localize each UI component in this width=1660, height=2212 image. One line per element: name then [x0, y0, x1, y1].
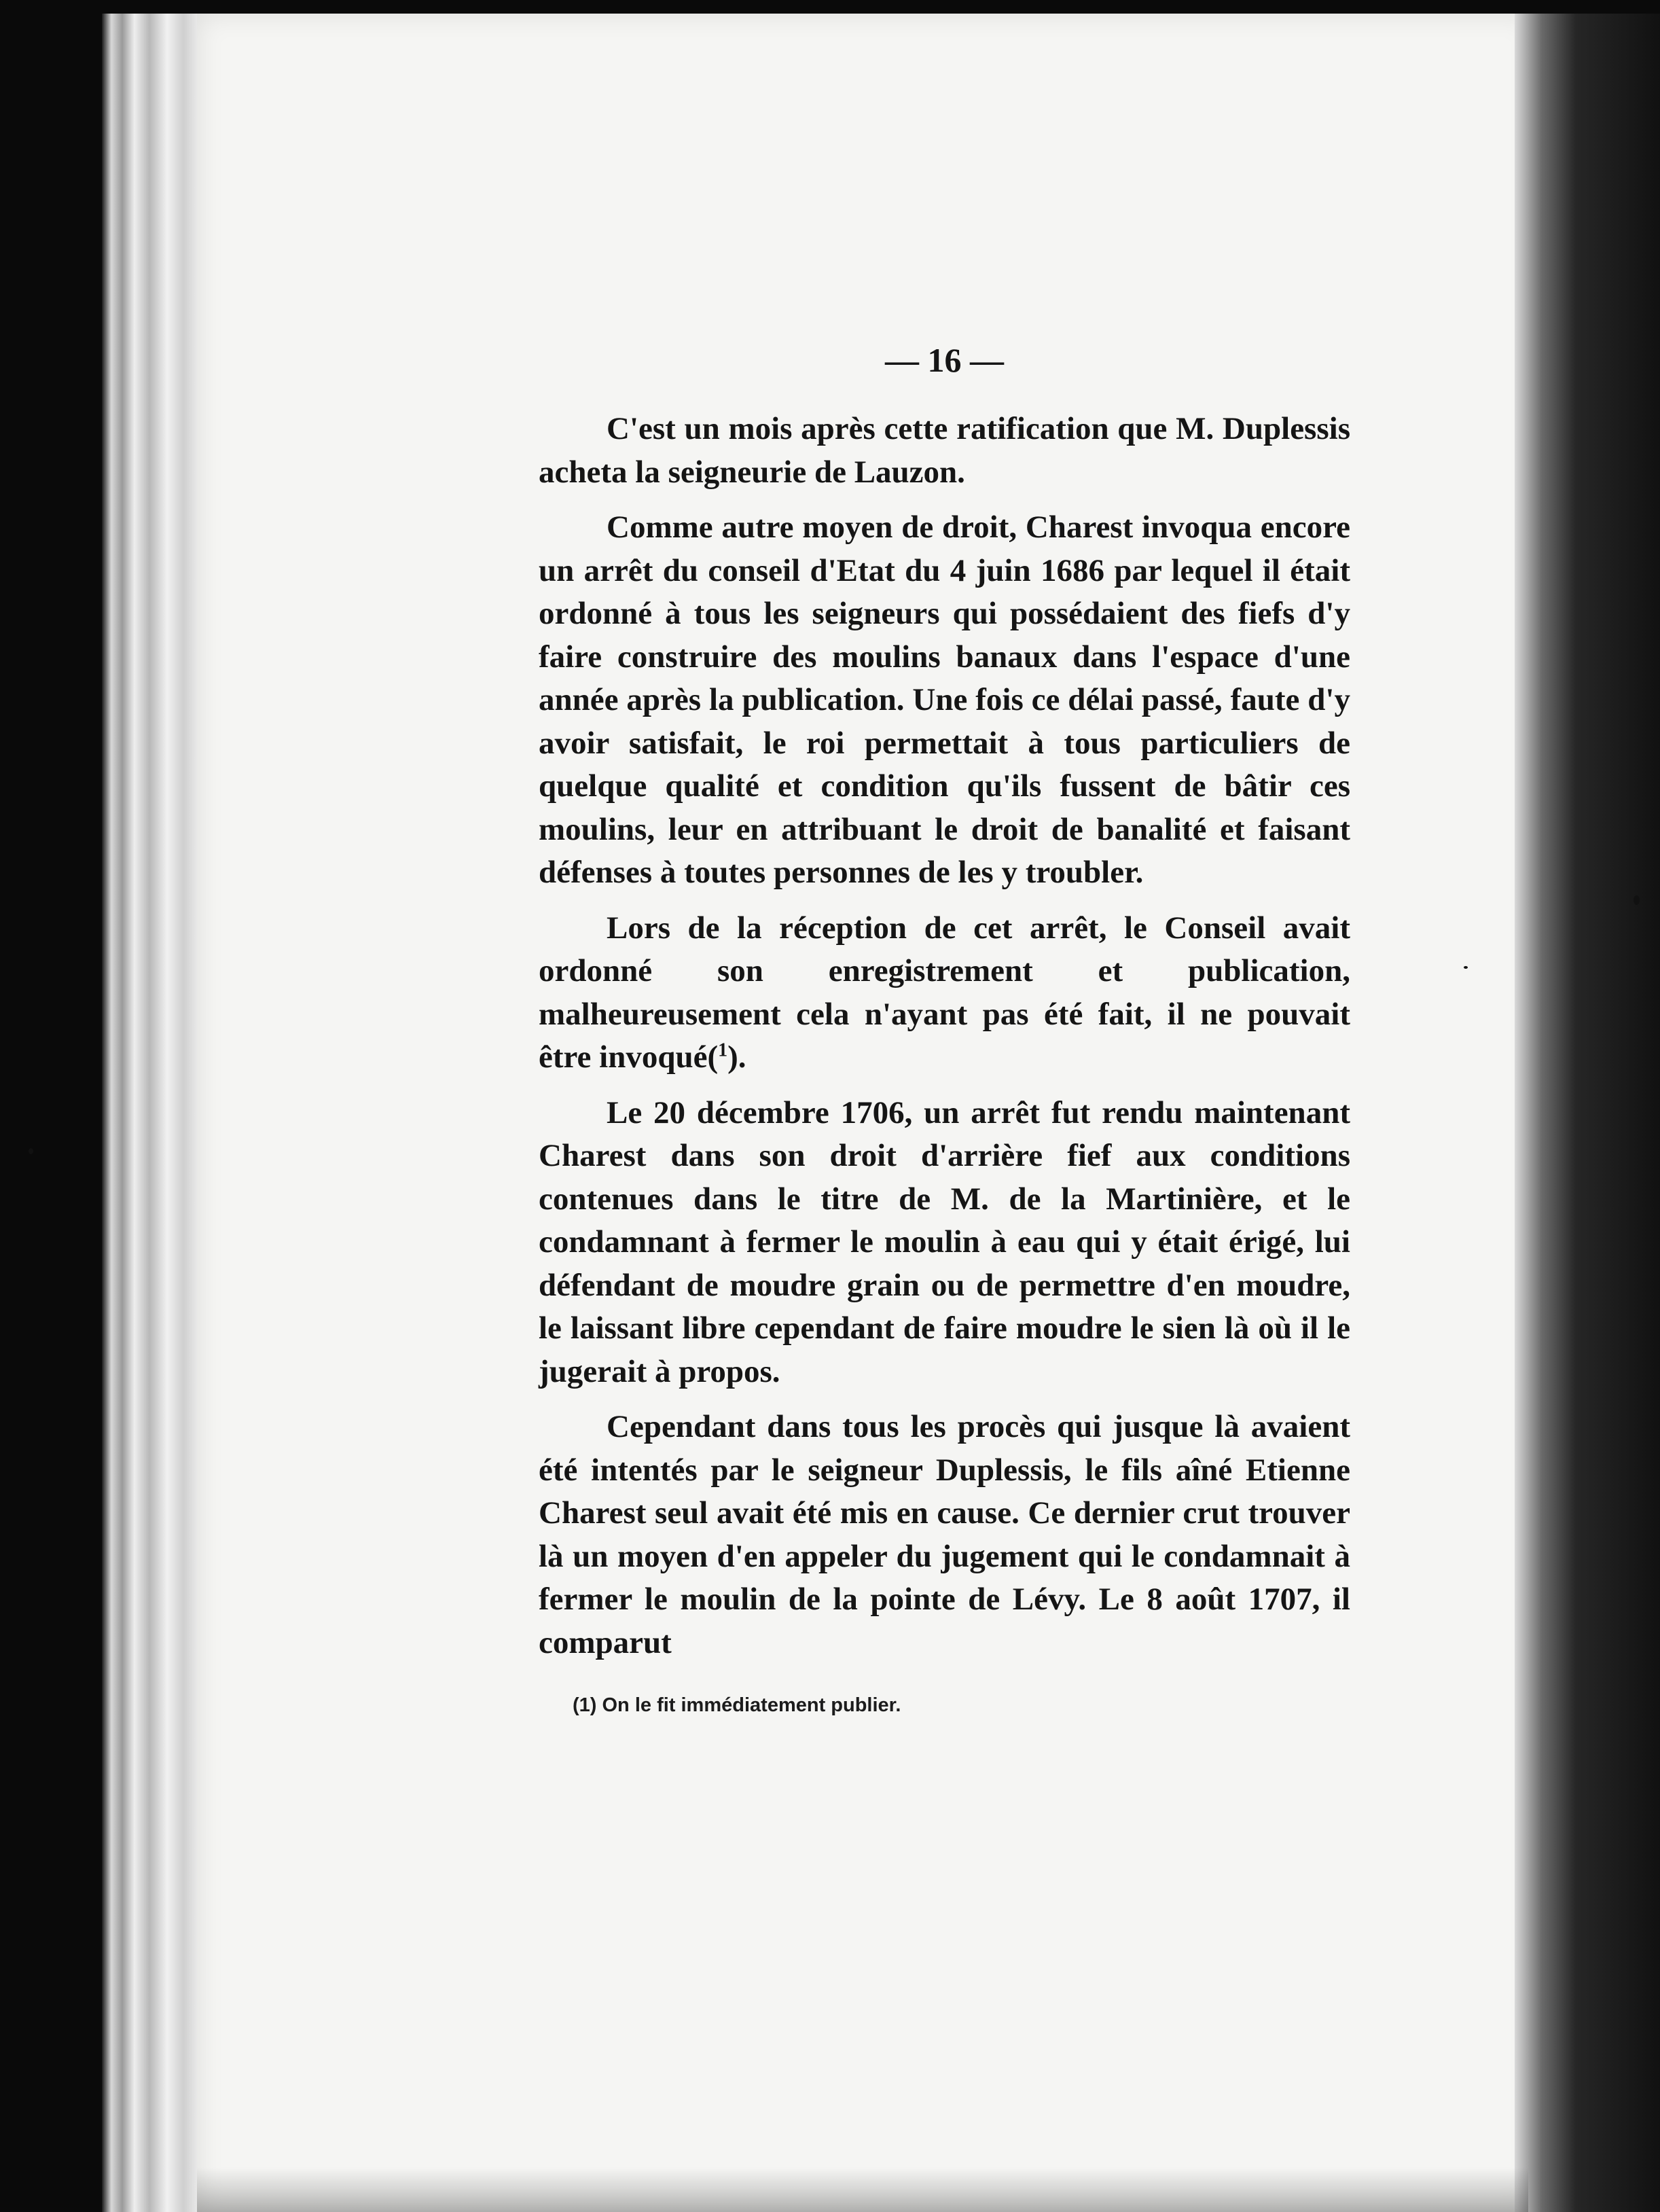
dust-speck	[1464, 966, 1468, 969]
footnote-ref-close: ).	[727, 1039, 746, 1075]
paragraph: Comme autre moyen de droit, Charest invoqua encore un arrêt du conseil d'Etat du 4 juin 1686 par lequel il était ordonné à tous les seigneurs qui possédaient des fiefs d'y faire construire des moulins banaux dans l'espace d'une année après la publication. Une fois ce délai passé, faute d'y avoir satisfait, le roi permettait à tous particuliers de quelque qualité et condition qu'ils fussent de bâtir ces moulins, leur en attribuant le droit de banalité et faisant défenses à toutes personnes de les y troubler.	[539, 510, 1350, 890]
paragraph-text: Lors de la réception de cet arrêt, le Conseil avait ordonné son enregistrement et publication, malheureusement cela n'ayant pas été fait, il ne pouvait être invoqué	[539, 910, 1350, 1075]
footnote: (1) On le fit immédiatement publier.	[573, 1694, 901, 1716]
page-text-block	[539, 340, 1350, 1717]
paragraph: Le 20 décembre 1706, un arrêt fut rendu maintenant Charest dans son droit d'arrière fief aux conditions contenues dans le titre de M. de la Martinière, et le condamnant à fermer le moulin à eau qui y était érigé, lui défendant de moudre grain ou de permettre d'en moudre, le laissant libre cependant de faire moudre le sien là où il le jugerait à propos.	[539, 1094, 1350, 1389]
page-bottom-edge	[197, 2167, 1528, 2212]
binding-shadow	[1515, 14, 1660, 2212]
page-number: — 16 —	[885, 341, 1004, 379]
paragraph: C'est un mois après cette ratification que M. Duplessis acheta la seigneurie de Lauzon.	[539, 411, 1350, 490]
page-edge-stack	[102, 14, 204, 2212]
dust-speck	[29, 1148, 33, 1154]
paragraph: Cependant dans tous les procès qui jusque là avaient été intentés par le seigneur Duplessis, le fils aîné Etienne Charest seul avait été mis en cause. Ce dernier crut trouver là un moyen d'en appeler du jugement qui le condamnait à fermer le moulin de la pointe de Lévy. Le 8 août 1707, il comparut	[539, 1409, 1350, 1660]
footnote-ref-number: 1	[718, 1039, 728, 1061]
footnote-ref-open: (	[707, 1039, 719, 1075]
dust-speck	[1634, 895, 1640, 905]
paragraph	[539, 907, 1350, 1080]
